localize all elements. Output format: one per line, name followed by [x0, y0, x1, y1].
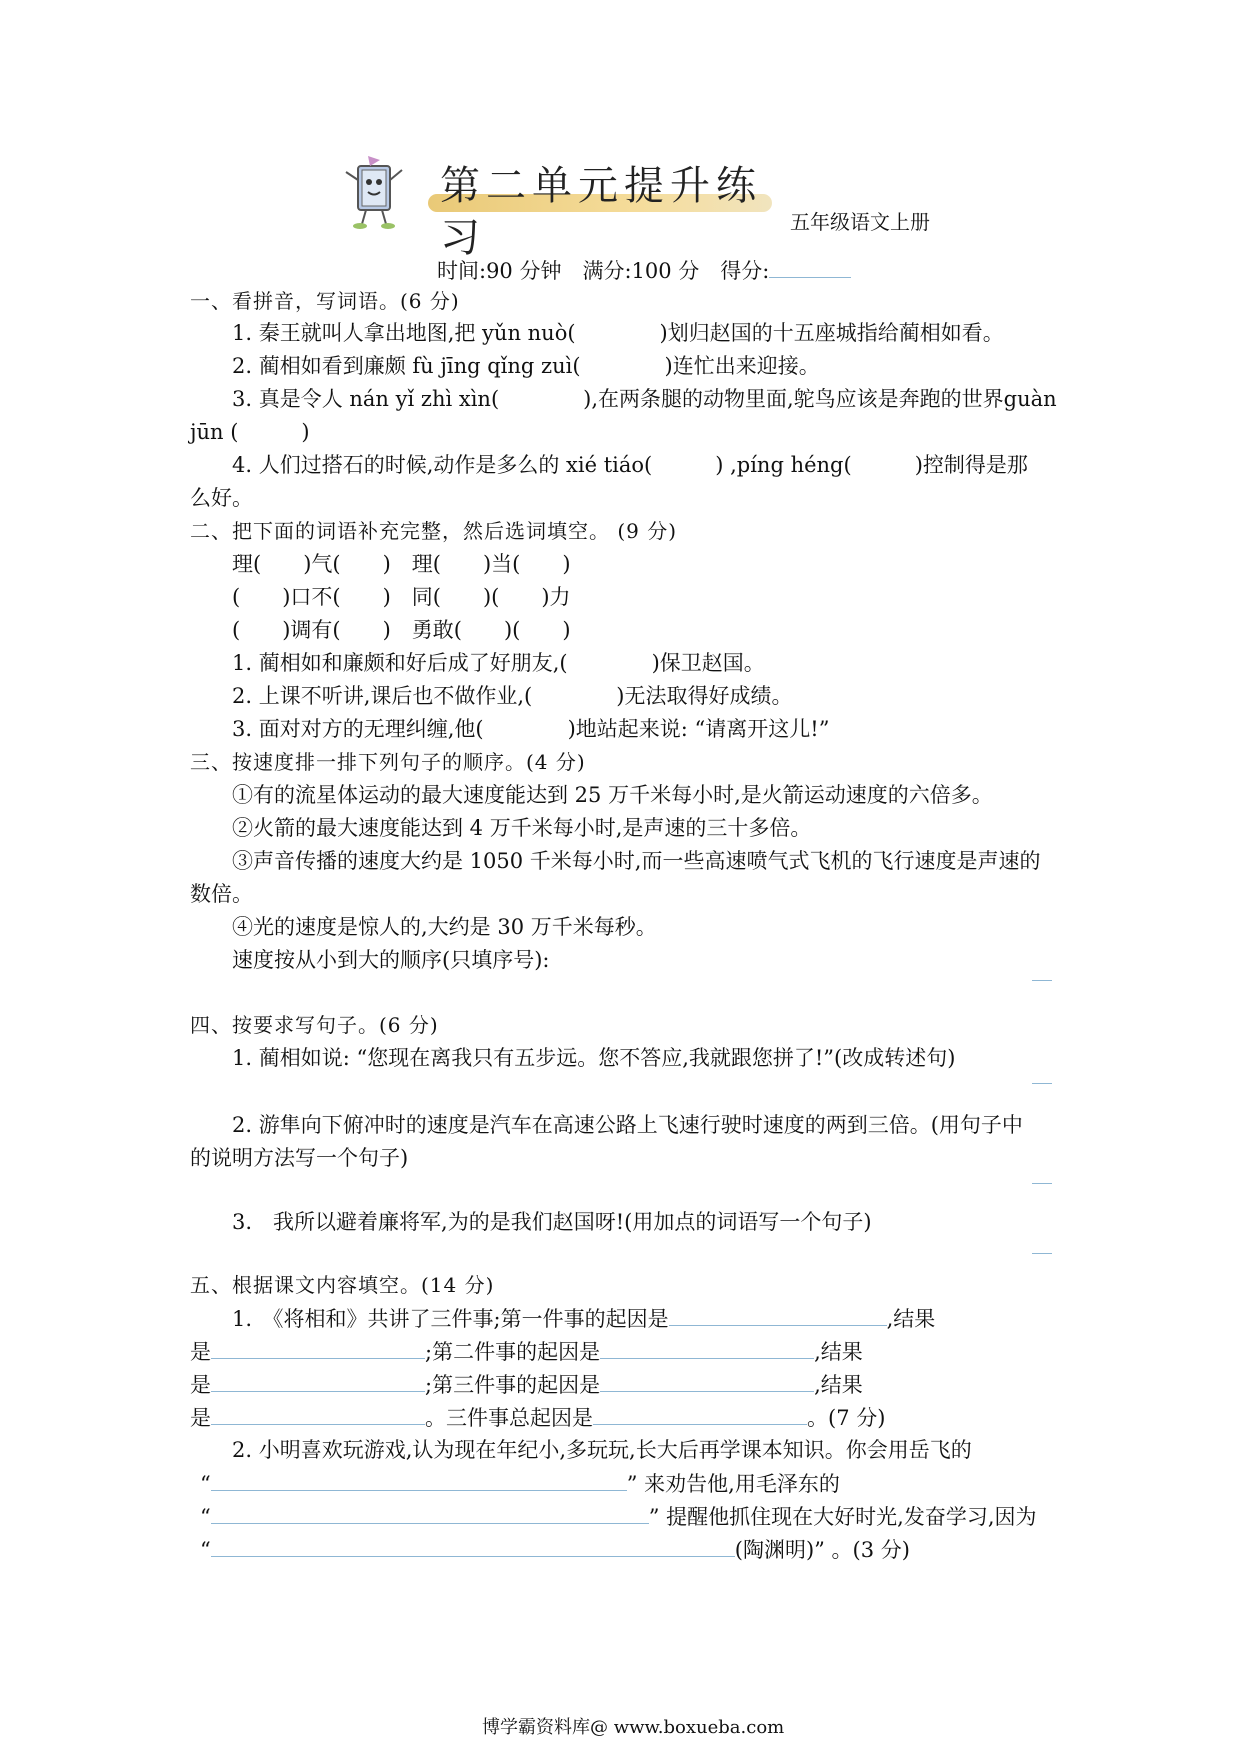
s4-q1-answer-line[interactable] — [1032, 1083, 1052, 1084]
first-result-blank[interactable] — [211, 1336, 425, 1359]
is-label: 是 — [190, 1373, 211, 1397]
mao-quote-blank[interactable] — [211, 1501, 649, 1524]
s3-answer-line[interactable] — [1032, 980, 1052, 981]
open-quote: “ — [200, 1472, 211, 1496]
yue-fei-quote-blank[interactable] — [211, 1468, 627, 1491]
total-cause-label: 。三件事总起因是 — [425, 1406, 593, 1430]
third-cause-blank[interactable] — [600, 1369, 814, 1392]
s5-q1-line-3 — [190, 1369, 863, 1400]
s5-q2-line-3 — [200, 1501, 1037, 1532]
s2-word-row-2: ( )口不( ) 同( )( )力 — [232, 585, 571, 609]
s5-q2-line-4 — [200, 1534, 910, 1565]
title-banner — [420, 160, 780, 261]
s2-word-row-3: ( )调有( ) 勇敢( )( ) — [232, 618, 571, 642]
section-2-heading: 二、把下面的词语补充完整，然后选词填空。 (9 分) — [190, 519, 678, 543]
s1-q3-cont: jūn ( ) — [190, 420, 310, 444]
s3-sentence-3: ③声音传播的速度大约是 1050 千米每小时,而一些高速喷气式飞机的飞行速度是声速的 — [232, 849, 1041, 873]
s2-word-row-1: 理( )气( ) 理( )当( ) — [232, 552, 571, 576]
exam-info-text: 时间:90 分钟 满分:100 分 得分: — [437, 259, 770, 283]
section-3-heading: 三、按速度排一排下列句子的顺序。(4 分) — [190, 750, 586, 774]
s2-q1: 1. 蔺相如和廉颇和好后成了好朋友,( )保卫赵国。 — [232, 651, 765, 675]
s4-q2: 2. 游隼向下俯冲时的速度是汽车在高速公路上飞速行驶时速度的两到三倍。(用句子中 — [232, 1113, 1023, 1137]
s1-q2: 2. 蔺相如看到廉颇 fù jīng qǐng zuì( )连忙出来迎接。 — [232, 354, 820, 378]
open-quote: “ — [200, 1505, 211, 1529]
section-1-heading: 一、看拼音，写词语。(6 分) — [190, 289, 460, 313]
total-cause-blank[interactable] — [593, 1402, 807, 1425]
s4-q3: 3. 我所以避着廉将军,为的是我们赵国呀!(用加点的词语写一个句子) — [232, 1210, 872, 1234]
second-cause-label: ;第二件事的起因是 — [425, 1340, 601, 1364]
s1-q4-cont: 么好。 — [190, 486, 253, 510]
s5-q2: 2. 小明喜欢玩游戏,认为现在年纪小,多玩玩,长大后再学课本知识。你会用岳飞的 — [232, 1438, 972, 1462]
first-cause-blank[interactable] — [669, 1303, 887, 1326]
third-cause-label: ;第三件事的起因是 — [425, 1373, 601, 1397]
s5-q2-line-2 — [200, 1468, 840, 1499]
s2-q3: 3. 面对对方的无理纠缠,他( )地站起来说: “请离开这儿!” — [232, 717, 830, 741]
s4-q1: 1. 蔺相如说: “您现在离我只有五步远。您不答应,我就跟您拼了!”(改成转述句) — [232, 1046, 956, 1070]
s1-q4: 4. 人们过搭石的时候,动作是多么的 xié tiáo( ) ,píng héng( )控制得是那 — [232, 453, 1028, 477]
result-label: ,结果 — [814, 1340, 863, 1364]
score-7-label: 。(7 分) — [807, 1406, 886, 1430]
third-result-blank[interactable] — [211, 1402, 425, 1425]
s4-q2-answer-line[interactable] — [1032, 1183, 1052, 1184]
s3-order-prompt: 速度按从小到大的顺序(只填序号): — [232, 948, 550, 972]
is-label: 是 — [190, 1340, 211, 1364]
s5-q1-text: 1. 《将相和》共讲了三件事;第一件事的起因是 — [232, 1307, 669, 1331]
second-cause-blank[interactable] — [600, 1336, 814, 1359]
grade-label: 五年级语文上册 — [790, 210, 930, 234]
s5-q1-line-1 — [232, 1303, 935, 1334]
s3-sentence-1: ①有的流星体运动的最大速度能达到 25 万千米每小时,是火箭运动速度的六倍多。 — [232, 783, 993, 807]
exam-info — [437, 255, 851, 286]
page-title: 第二单元提升练习 — [440, 163, 762, 261]
s5-q1-line-2 — [190, 1336, 863, 1367]
s5-q1-line-4 — [190, 1402, 885, 1433]
footer-watermark: 博学霸资料库@ www.boxueba.com — [482, 1717, 785, 1738]
open-quote: “ — [200, 1538, 211, 1562]
section-4-heading: 四、按要求写句子。(6 分) — [190, 1013, 439, 1037]
s4-q2-cont: 的说明方法写一个句子) — [190, 1146, 409, 1170]
result-label: ,结果 — [814, 1373, 863, 1397]
s3-sentence-4: ④光的速度是惊人的,大约是 30 万千米每秒。 — [232, 915, 657, 939]
tao-quote-blank[interactable] — [211, 1534, 735, 1557]
s5-result-label: ,结果 — [886, 1307, 936, 1331]
second-result-blank[interactable] — [211, 1369, 425, 1392]
tao-prompt: ” 提醒他抓住现在大好时光,发奋学习,因为 — [648, 1505, 1037, 1529]
section-5-heading: 五、根据课文内容填空。(14 分) — [190, 1273, 495, 1297]
is-label: 是 — [190, 1406, 211, 1430]
s3-sentence-2: ②火箭的最大速度能达到 4 万千米每小时,是声速的三十多倍。 — [232, 816, 812, 840]
score-blank[interactable] — [769, 255, 851, 278]
s3-sentence-3-cont: 数倍。 — [190, 882, 253, 906]
s1-q3: 3. 真是令人 nán yǐ zhì xìn( ),在两条腿的动物里面,鸵鸟应该是奔跑的世界guàn — [232, 387, 1057, 411]
s2-q2: 2. 上课不听讲,课后也不做作业,( )无法取得好成绩。 — [232, 684, 793, 708]
score-3-label: (陶渊明)” 。(3 分) — [734, 1538, 910, 1562]
book-mascot-icon — [340, 152, 410, 232]
mao-prompt: ” 来劝告他,用毛泽东的 — [626, 1472, 840, 1496]
s4-q3-answer-line[interactable] — [1032, 1253, 1052, 1254]
s1-q1: 1. 秦王就叫人拿出地图,把 yǔn nuò( )划归赵国的十五座城指给蔺相如看。 — [232, 321, 1004, 345]
